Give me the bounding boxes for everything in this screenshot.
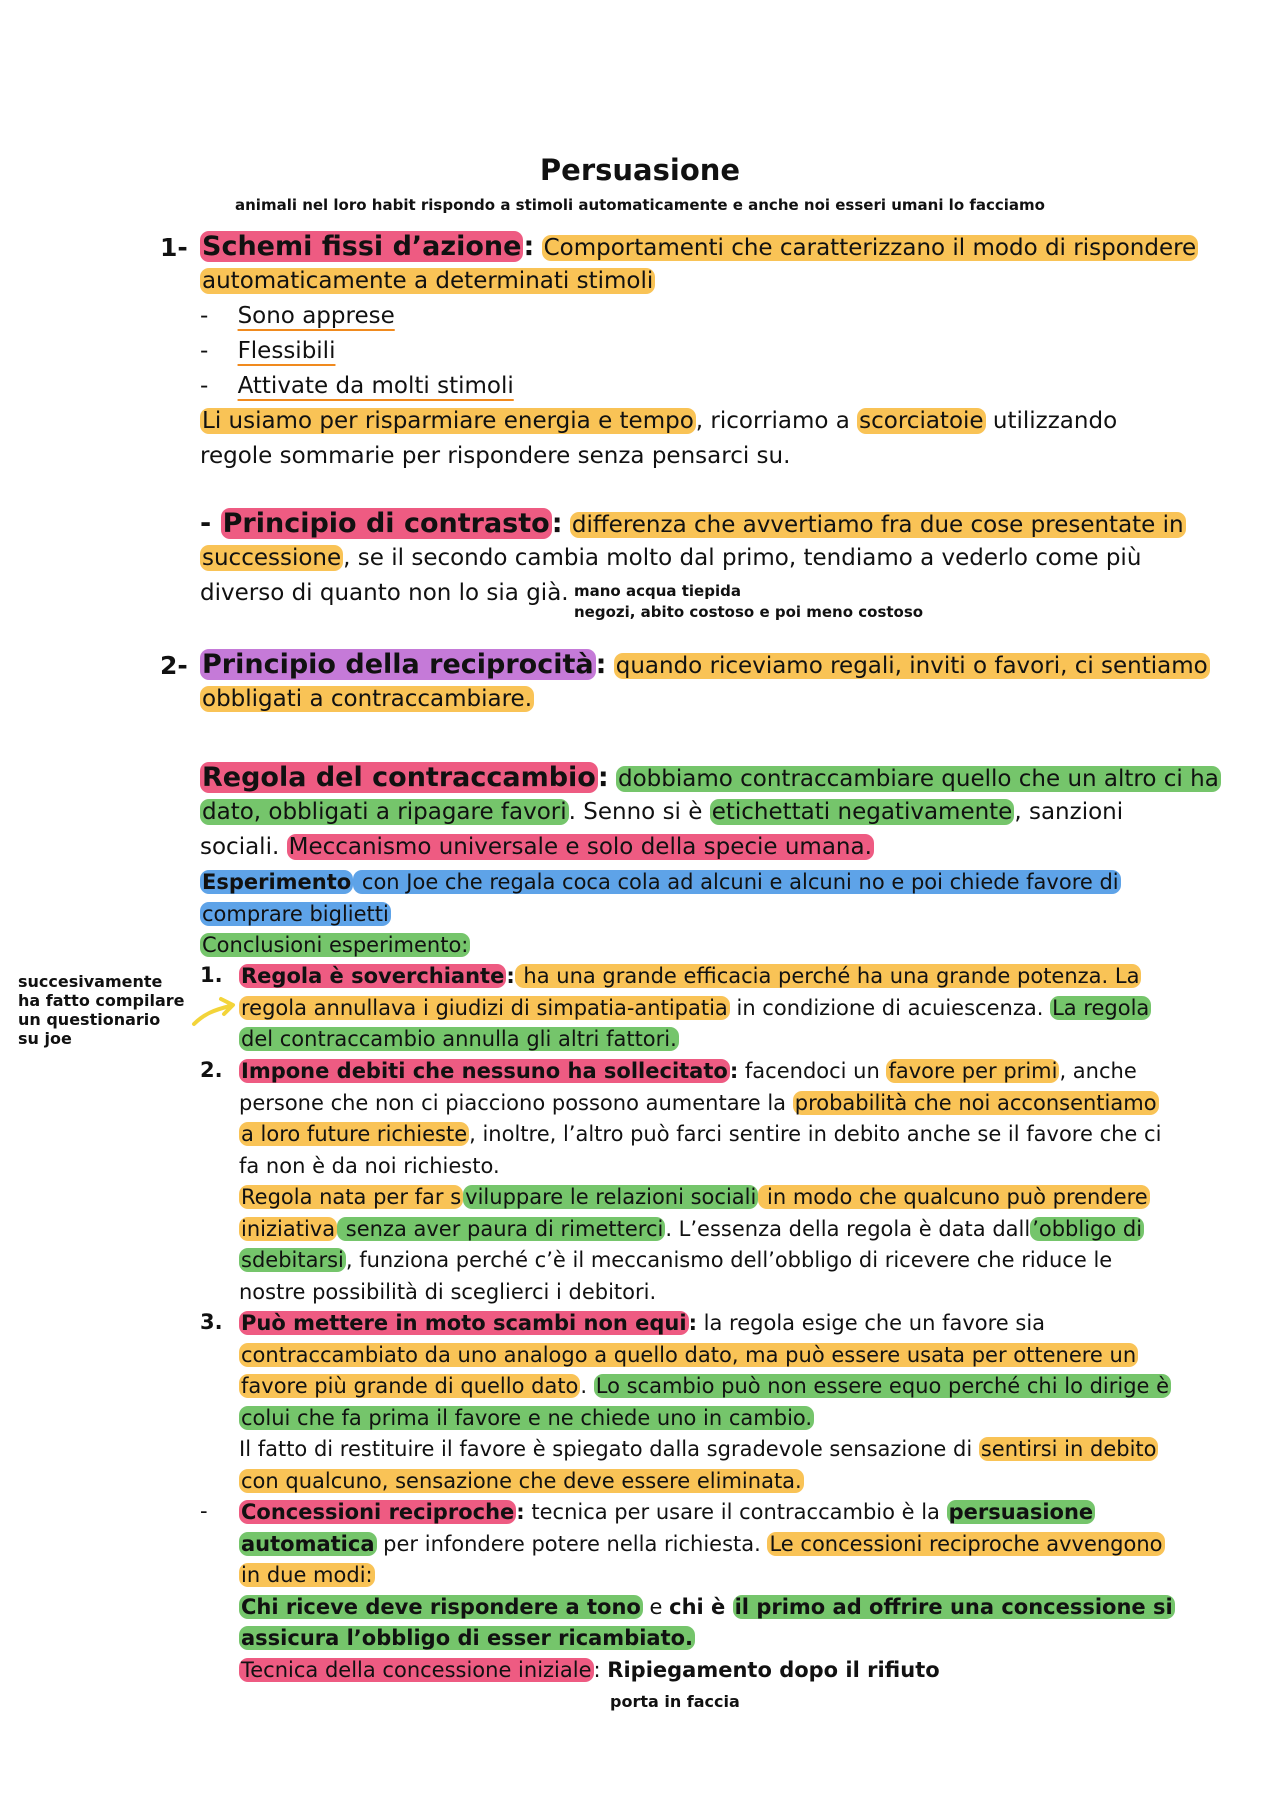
bullet-dash: - [200, 303, 209, 329]
paragraph-text: utilizzando [985, 408, 1118, 434]
highlight-senza-paura: senza aver paura di rimetterci [339, 1216, 664, 1241]
item-text: tecnica per usare il contraccambio è la [524, 1500, 947, 1524]
item-impone-debiti [239, 1056, 1199, 1308]
item-text-bold: Ripiegamento dopo il rifiuto [607, 1657, 940, 1682]
definition-text-cont: automaticamente a determinati stimoli [202, 268, 654, 294]
heading-colon: : [551, 508, 563, 539]
highlight-favore-primi: favore per primi [888, 1059, 1058, 1083]
item-text: per infondere potere nella richiesta. [376, 1531, 768, 1556]
heading-colon: : [597, 762, 609, 793]
highlight-risparmiare: Li usiamo per risparmiare energia e tempo [202, 408, 694, 434]
item-text: . [580, 1374, 594, 1398]
bullet-dash: - [200, 338, 209, 364]
item-text: fa non è da noi richiesto. [239, 1153, 500, 1178]
item-text: la regola esige che un favore sia [697, 1311, 1046, 1335]
definition-text: dobbiamo contraccambiare quello che un altro ci ha [618, 766, 1219, 792]
bullet-dash: - [200, 373, 209, 399]
highlight-ripagare: dato, obbligati a ripagare favori [202, 799, 567, 825]
side-note-line: su joe [18, 1029, 72, 1048]
highlight-successione: successione [202, 545, 342, 571]
heading-impone-debiti: Impone debiti che nessuno ha sollecitato [241, 1059, 728, 1083]
side-note-line: un questionario [18, 1010, 161, 1029]
item-text: persone che non ci piacciono possono aumentare la [239, 1090, 793, 1115]
heading-dash: - [200, 508, 221, 539]
heading-colon: : [506, 964, 515, 988]
section-regola-contraccambio [200, 760, 1219, 865]
side-note-line: ha fatto compilare [18, 991, 185, 1010]
item-scambi-non-equi [239, 1308, 1199, 1497]
arrow-icon [190, 996, 240, 1030]
highlight-meccanismo: Meccanismo universale e solo della specie umana. [288, 834, 872, 860]
highlight-due-modi: in due modi: [241, 1563, 373, 1587]
heading-scambi-non-equi: Può mettere in moto scambi non equi [241, 1311, 687, 1335]
bullet-attivate: Attivate da molti stimoli [237, 373, 514, 399]
item-text-bold: chi è [669, 1594, 733, 1619]
item-text: , inoltre, l’altro può farci sentire in debito anche se il favore che ci [469, 1122, 1162, 1146]
handwritten-note-acqua: mano acqua tiepida [574, 582, 741, 600]
item-number-3: 3. [200, 1310, 223, 1334]
heading-colon: : [516, 1500, 525, 1524]
heading-schemi-fissi: Schemi fissi d’azione [202, 231, 522, 262]
highlight-favore-grande: favore più grande di quello dato [241, 1374, 579, 1398]
section-number-1: 1- [160, 233, 188, 262]
heading-principio-reciprocita: Principio della reciprocità [202, 649, 594, 680]
definition-text: quando riceviamo regali, inviti o favori, ci sentiamo [615, 653, 1208, 679]
item-number-1: 1. [200, 963, 223, 987]
highlight-probabilita: probabilità che noi acconsentiamo [794, 1090, 1157, 1115]
paragraph-text: sociali. [200, 834, 287, 860]
section-esperimento [200, 867, 1200, 962]
item-text: . L’essenza della regola è data dall [665, 1216, 1031, 1241]
paragraph-text: . Senno si è [568, 799, 710, 825]
highlight-iniziativa: iniziativa [241, 1216, 336, 1241]
item-text: , funziona perché c’è il meccanismo dell’obbligo di ricevere che riduce le [345, 1248, 1113, 1272]
item-text: nostre possibilità di sceglierci i debitori. [239, 1279, 657, 1304]
highlight-qualcuno: in modo che qualcuno può prendere [760, 1185, 1148, 1209]
highlight-concessioni-avvengono: Le concessioni reciproche avvengono [769, 1531, 1163, 1556]
heading-colon: : [595, 649, 607, 680]
highlight-etichettati: etichettati negativamente [711, 799, 1013, 825]
paragraph-text: regole sommarie per rispondere senza pensarci su. [200, 443, 791, 469]
heading-colon: : [523, 231, 535, 262]
highlight-scorciatoie: scorciatoie [859, 408, 984, 434]
highlight-sentirsi-debito: sentirsi in debito [980, 1437, 1157, 1461]
conclusioni-label: Conclusioni esperimento: [202, 933, 469, 957]
heading-concessioni-reciproche: Concessioni reciproche [241, 1500, 515, 1524]
heading-regola-soverchiante: Regola è soverchiante [241, 964, 505, 988]
item-text: ha una grande efficacia perché ha una grande potenza. La [516, 964, 1140, 988]
paragraph-text: , ricorriamo a [695, 408, 858, 434]
definition-text-cont: obbligati a contraccambiare. [202, 686, 533, 712]
item-regola-soverchiante [239, 961, 1199, 1056]
bullet-sono-apprese: Sono apprese [237, 303, 395, 329]
highlight-automatica: automatica [241, 1531, 375, 1556]
handwritten-note-negozi: negozi, abito costoso e poi meno costoso [574, 603, 924, 621]
highlight-relazioni-sociali: viluppare le relazioni sociali [465, 1185, 757, 1209]
item-text: e [642, 1594, 670, 1619]
highlight-regola-nata: Regola nata per far s [241, 1185, 462, 1209]
item-text: in condizione di acuiescenza. [729, 995, 1051, 1020]
highlight-esperimento: Esperimento [202, 870, 352, 894]
highlight-obbligo: ’obbligo di [1032, 1216, 1143, 1241]
highlight-giudizi: regola annullava i giudizi di simpatia-antipatia [241, 995, 728, 1020]
item-text: Il fatto di restituire il favore è spiegato dalla sgradevole sensazione di [239, 1437, 979, 1461]
definition-text: differenza che avvertiamo fra due cose presentate in [571, 512, 1184, 538]
handwritten-note-porta: porta in faccia [610, 1692, 740, 1711]
section-schemi-fissi [200, 229, 1200, 474]
section-reciprocita [200, 647, 1208, 717]
side-note [18, 972, 184, 1048]
paragraph-text: , se il secondo cambia molto dal primo, tendiamo a vederlo come più [343, 545, 1142, 571]
item-dash: - [200, 1499, 208, 1523]
item-text: , anche [1059, 1059, 1137, 1083]
highlight-contraccambiato: contraccambiato da uno analogo a quello dato, ma può essere usata per ottenere un [241, 1342, 1137, 1367]
highlight-sensazione: con qualcuno, sensazione che deve essere eliminata. [241, 1468, 802, 1493]
highlight-future-richieste: a loro future richieste [241, 1122, 468, 1146]
side-note-line: succesivamente [18, 972, 163, 991]
item-concessioni-reciproche [239, 1497, 1199, 1686]
heading-colon: : [729, 1059, 739, 1083]
paragraph-text: diverso di quanto non lo sia già. [200, 580, 569, 606]
page-title: Persuasione [539, 153, 741, 187]
section-number-2: 2- [160, 651, 188, 680]
highlight-persuasione: persuasione [948, 1500, 1094, 1524]
highlight-annulla: del contraccambio annulla gli altri fattori. [241, 1027, 677, 1051]
highlight-scambio-equo: Lo scambio può non essere equo perché chi lo dirige è [595, 1374, 1170, 1398]
heading-principio-contrasto: Principio di contrasto [222, 508, 550, 539]
highlight-tecnica-concessione: Tecnica della concessione iniziale [241, 1657, 592, 1682]
item-number-2: 2. [200, 1058, 223, 1082]
heading-regola-contraccambio: Regola del contraccambio [202, 762, 596, 793]
definition-text: Comportamenti che caratterizzano il modo di rispondere [543, 235, 1197, 261]
esperimento-text-cont: comprare biglietti [202, 901, 389, 926]
highlight-la-regola: La regola [1052, 995, 1150, 1020]
page-subtitle: animali nel loro habit rispondo a stimoli automaticamente e anche noi esseri umani lo facciamo [235, 196, 1045, 214]
item-text: facendoci un [738, 1059, 887, 1083]
highlight-colui: colui che fa prima il favore e ne chiede uno in cambio. [241, 1405, 813, 1430]
paragraph-text: , sanzioni [1014, 799, 1124, 825]
highlight-sdebitarsi: sdebitarsi [241, 1248, 344, 1272]
esperimento-text: con Joe che regala coca cola ad alcuni e alcuni no e poi chiede favore di [355, 870, 1119, 894]
highlight-rispondere-tono: Chi riceve deve rispondere a tono [241, 1594, 641, 1619]
item-text: : [593, 1657, 608, 1682]
bullet-flessibili: Flessibili [237, 338, 336, 364]
heading-colon: : [688, 1311, 697, 1335]
highlight-primo-offrire: il primo ad offrire una concessione si [734, 1594, 1173, 1619]
highlight-assicura: assicura l’obbligo di esser ricambiato. [241, 1626, 694, 1650]
